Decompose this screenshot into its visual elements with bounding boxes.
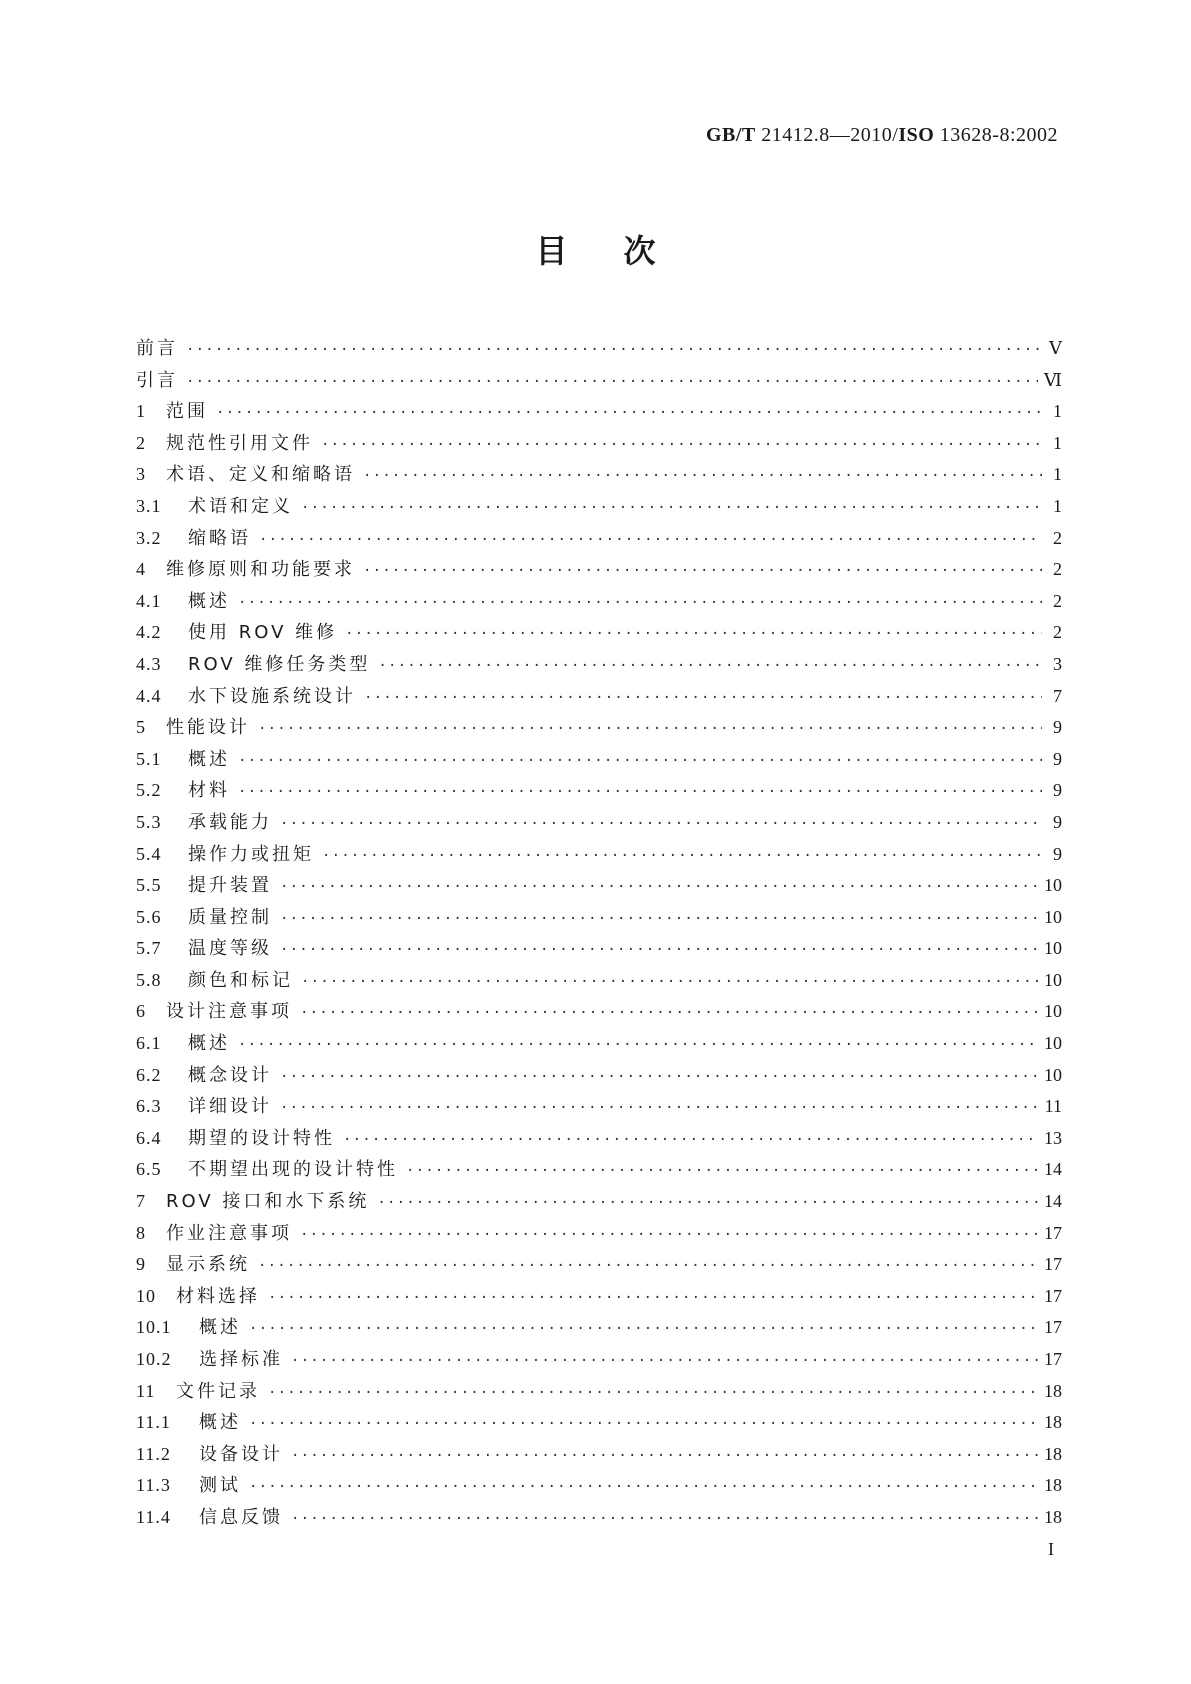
standard-code-iso: ISO [898,124,935,146]
toc-leader-dots [238,777,1042,809]
toc-entry-page: 9 [1053,811,1062,832]
toc-leader-dots [291,1504,1038,1536]
toc-entry-page: 18 [1044,1412,1062,1433]
toc-entry-number: 6.1 [136,1033,162,1054]
toc-leader-dots [291,1346,1038,1378]
toc-leader-dots [238,746,1042,778]
toc-entry-label: 规范性引用文件 [166,432,313,454]
toc-entry-number: 11.2 [136,1443,171,1464]
toc-entry-page: 17 [1044,1222,1062,1243]
toc-entry-page: 18 [1044,1475,1062,1496]
toc-entry-page: 17 [1044,1285,1062,1306]
toc-leader-dots [301,967,1038,999]
toc-leader-dots [259,525,1042,557]
toc-entry-label: 文件记录 [176,1380,260,1402]
toc-entry-number: 4.1 [136,590,162,611]
toc-entry-number: 6.3 [136,1096,162,1117]
toc-entry[interactable] [136,1439,1062,1471]
toc-entry-label: 测试 [199,1475,241,1497]
toc-entry-label: 术语、定义和缩略语 [166,464,355,486]
toc-entry-page: 10 [1044,1064,1062,1085]
toc-entry-label: 设计注意事项 [166,1001,292,1023]
toc-leader-dots [249,1409,1038,1441]
toc-leader-dots [280,1062,1038,1094]
toc-entry-label: 设备设计 [199,1443,283,1465]
toc-entry-page: 1 [1053,432,1062,453]
toc-leader-dots [268,1283,1038,1315]
toc-entry-page: 17 [1044,1349,1062,1369]
toc-entry-page: 1 [1053,495,1062,516]
toc-entry-label: 概述 [199,1317,241,1339]
toc-leader-dots [291,1441,1038,1473]
toc-entry-number: 5.8 [136,969,162,990]
toc-entry-number: 7 [136,1191,146,1212]
toc-entry[interactable] [136,1249,1062,1281]
toc-entry[interactable] [136,554,1062,586]
toc-entry-label: 提升装置 [188,875,272,897]
toc-entry-page: 7 [1053,685,1062,706]
page-title: 目次 [535,232,712,270]
toc-leader-dots [406,1156,1038,1188]
toc-entry-page: Ⅴ [1049,338,1062,358]
toc-entry-number: 10.1 [136,1317,172,1338]
toc-entry-label: 使用 ROV 维修 [188,622,338,644]
toc-leader-dots [321,430,1042,462]
toc-entry-number: 5.4 [136,843,162,864]
toc-entry-label: 材料 [188,780,230,802]
toc-entry-page: 3 [1053,653,1062,674]
toc-entry-number: 1 [136,401,146,422]
toc-entry-number: 11.4 [136,1506,171,1527]
toc-entry-label: 材料选择 [176,1285,260,1307]
toc-leader-dots [238,1030,1038,1062]
toc-entry-label: 不期望出现的设计特性 [188,1159,398,1181]
toc-leader-dots [280,809,1042,841]
toc-entry-label: 概念设计 [188,1064,272,1086]
toc-entry-number: 6.4 [136,1127,162,1148]
toc-entry-page: 1 [1053,401,1062,422]
toc-entry-label: 作业注意事项 [166,1222,292,1244]
toc-leader-dots [268,1378,1038,1410]
toc-entry-number: 6 [136,1001,146,1022]
toc-entry-label: 显示系统 [166,1254,250,1276]
toc-entry[interactable] [136,617,1062,649]
toc-entry[interactable] [136,807,1062,839]
toc-entry-page: 13 [1044,1127,1062,1148]
toc-leader-dots [363,556,1042,588]
toc-entry-number: 5.7 [136,938,162,959]
toc-entry-label: ROV 维修任务类型 [188,653,371,675]
toc-leader-dots [216,398,1042,430]
toc-leader-dots [249,1314,1038,1346]
toc-entry-label: 颜色和标记 [188,969,293,991]
toc-entry[interactable] [136,365,1062,397]
toc-entry[interactable] [136,681,1062,713]
toc-entry[interactable] [136,459,1062,491]
toc-entry[interactable] [136,996,1062,1028]
toc-leader-dots [249,1472,1038,1504]
toc-leader-dots [345,619,1042,651]
toc-entry[interactable] [136,1502,1062,1534]
toc-entry-page: 9 [1053,717,1062,738]
toc-entry-number: 4.4 [136,685,162,706]
toc-entry[interactable] [136,744,1062,776]
toc-entry-number: 2 [136,432,146,453]
toc-leader-dots [343,1125,1038,1157]
toc-entry-page: 11 [1044,1096,1062,1117]
toc-entry-label: 性能设计 [166,717,250,739]
toc-entry-number: 3.1 [136,495,162,516]
toc-entry[interactable] [136,870,1062,902]
toc-leader-dots [364,683,1042,715]
toc-entry-number: 5.3 [136,811,162,832]
toc-leader-dots [378,651,1042,683]
toc-leader-dots [363,461,1042,493]
toc-entry-page: Ⅵ [1043,369,1062,390]
toc-entry-page: 10 [1044,969,1062,990]
toc-leader-dots [377,1188,1038,1220]
toc-entry[interactable] [136,839,1062,871]
toc-entry[interactable] [136,428,1062,460]
toc-entry-number: 8 [136,1222,146,1243]
toc-entry-page: 9 [1053,780,1062,801]
toc-entry-label: 信息反馈 [199,1506,283,1528]
toc-entry[interactable] [136,775,1062,807]
toc-entry-page: 9 [1053,843,1062,864]
toc-entry[interactable] [136,523,1062,555]
toc-entry-number: 5.5 [136,875,162,896]
toc-entry[interactable] [136,1218,1062,1250]
toc-leader-dots [258,714,1042,746]
toc-entry[interactable] [136,1028,1062,1060]
toc-entry-label: 概述 [199,1412,241,1434]
toc-entry-page: 2 [1053,622,1062,643]
toc-entry-page: 17 [1044,1254,1062,1275]
standard-code [706,124,1058,147]
toc-entry-label: 水下设施系统设计 [188,685,356,707]
toc-entry-page: 10 [1044,875,1062,896]
toc-entry[interactable] [136,933,1062,965]
toc-entry-page: 10 [1044,906,1062,927]
toc-entry[interactable] [136,649,1062,681]
toc-entry-number: 4 [136,559,146,580]
toc-entry-page: 18 [1044,1506,1062,1527]
toc-entry-page: 2 [1053,559,1062,580]
toc-entry[interactable] [136,902,1062,934]
standard-code-iso-number: 13628-8:2002 [934,124,1058,146]
toc-entry[interactable] [136,1407,1062,1439]
toc-entry-page: 10 [1044,1001,1062,1022]
toc-entry[interactable] [136,586,1062,618]
toc-entry-number: 5.1 [136,748,162,769]
toc-entry-label: 操作力或扭矩 [188,843,314,865]
toc-leader-dots [280,935,1038,967]
page-number: I [1048,1539,1054,1559]
toc-entry-number: 6.5 [136,1159,162,1180]
toc-leader-dots [301,493,1042,525]
toc-entry-label: 承载能力 [188,811,272,833]
toc-entry-number: 10 [136,1285,156,1306]
toc-entry-label: 温度等级 [188,938,272,960]
table-of-contents [136,333,1062,1534]
toc-entry-page: 2 [1053,590,1062,611]
toc-entry-label: 缩略语 [188,527,251,549]
toc-entry-number: 5 [136,717,146,738]
toc-leader-dots [258,1251,1038,1283]
toc-entry[interactable] [136,1470,1062,1502]
toc-entry-label: 质量控制 [188,906,272,928]
toc-entry-page: 1 [1053,464,1062,485]
toc-leader-dots [186,335,1042,367]
toc-entry-label: 概述 [188,748,230,770]
toc-entry-number: 11.1 [136,1412,171,1433]
toc-leader-dots [300,998,1038,1030]
toc-entry-page: 17 [1044,1317,1062,1338]
toc-entry[interactable] [136,1376,1062,1408]
toc-entry[interactable] [136,712,1062,744]
toc-entry-number: 4.2 [136,622,162,643]
standard-code-number: 21412.8—2010/ [755,124,899,146]
standard-code-prefix: GB/T [705,124,756,146]
toc-entry-page: 18 [1044,1380,1062,1401]
toc-entry-number: 4.3 [136,653,162,674]
toc-entry-number: 6.2 [136,1064,162,1085]
toc-entry-page: 14 [1044,1191,1062,1212]
toc-entry-page: 18 [1044,1443,1062,1464]
toc-entry-number: 11.3 [136,1475,171,1496]
toc-entry-label: 概述 [188,1033,230,1055]
toc-entry-page: 2 [1053,527,1062,548]
toc-entry-number: 3.2 [136,527,162,548]
toc-leader-dots [280,872,1038,904]
toc-entry[interactable] [136,1060,1062,1092]
toc-entry-label: 详细设计 [188,1096,272,1118]
toc-entry-page: 10 [1044,938,1062,959]
toc-entry[interactable] [136,396,1062,428]
toc-entry[interactable] [136,1186,1062,1218]
toc-entry[interactable] [136,1312,1062,1344]
toc-entry-label: 维修原则和功能要求 [166,559,355,581]
toc-entry-page: 9 [1053,748,1062,769]
toc-entry[interactable] [136,1123,1062,1155]
toc-entry-label: 引言 [136,369,178,391]
toc-entry-page: 10 [1044,1033,1062,1054]
toc-entry-label: 期望的设计特性 [188,1127,335,1149]
toc-entry[interactable] [136,1154,1062,1186]
toc-entry[interactable] [136,1281,1062,1313]
toc-leader-dots [322,841,1042,873]
toc-entry-number: 5.6 [136,906,162,927]
toc-entry-number: 11 [136,1380,156,1401]
toc-leader-dots [280,1093,1039,1125]
toc-leader-dots [300,1220,1038,1252]
toc-leader-dots [186,367,1038,399]
toc-entry-label: 范围 [166,401,208,423]
toc-entry[interactable] [136,1091,1062,1123]
toc-entry-label: 选择标准 [199,1349,283,1370]
toc-entry-number: 3 [136,464,146,485]
toc-entry-page: 14 [1044,1159,1062,1180]
toc-entry-label: 概述 [188,590,230,612]
toc-entry[interactable] [136,965,1062,997]
toc-entry[interactable] [136,491,1062,523]
toc-entry-label: ROV 接口和水下系统 [166,1191,370,1213]
toc-entry[interactable] [136,333,1062,365]
toc-entry-number: 9 [136,1254,146,1275]
toc-entry[interactable] [136,1344,1062,1376]
toc-leader-dots [280,904,1038,936]
toc-leader-dots [238,588,1042,620]
toc-entry-number: 10.2 [136,1349,172,1369]
toc-entry-number: 5.2 [136,780,162,801]
toc-entry-label: 前言 [136,338,178,359]
toc-entry-label: 术语和定义 [188,495,293,517]
